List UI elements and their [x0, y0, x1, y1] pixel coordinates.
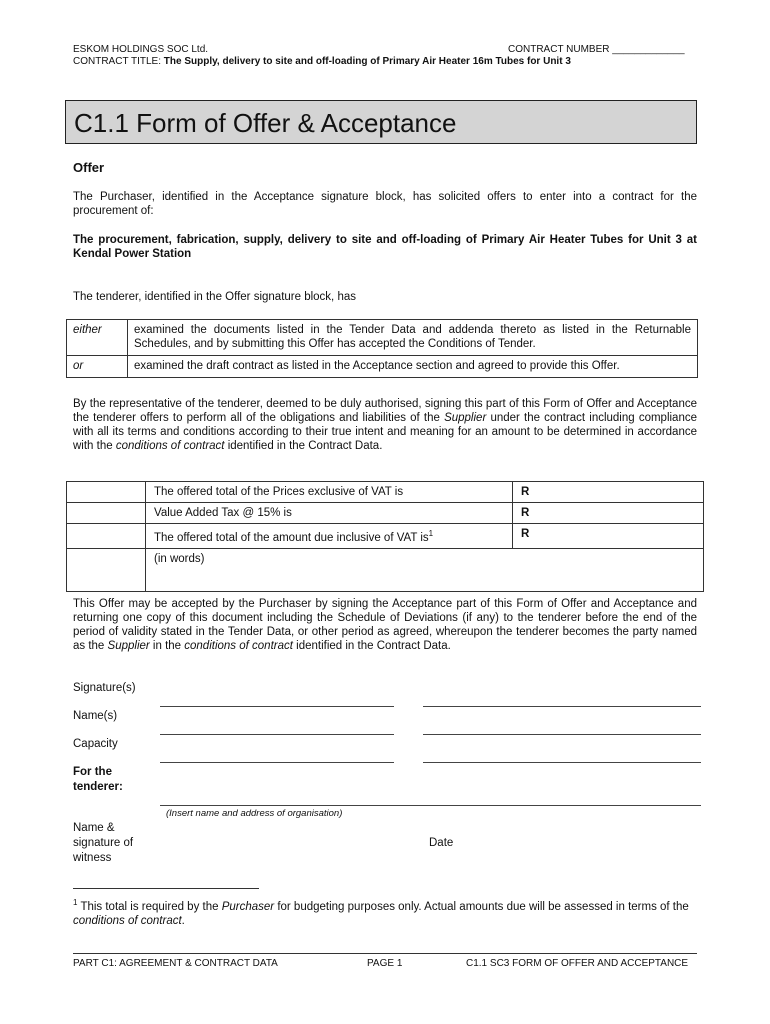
footnote: [73, 896, 697, 928]
footnote-separator: [73, 888, 259, 889]
option-key: or: [67, 356, 128, 378]
rep-text-3: identified in the Contract Data.: [224, 440, 383, 452]
footer-page: PAGE 1: [367, 958, 403, 969]
for-tenderer-label: For the tenderer:: [73, 766, 123, 793]
representative-paragraph: [73, 397, 697, 453]
date-label: Date: [429, 837, 454, 849]
company-name: ESKOM HOLDINGS SOC Ltd.: [73, 44, 209, 55]
offer-heading: Offer: [73, 160, 105, 175]
acc-supplier: Supplier: [107, 640, 150, 652]
footer-left: PART C1: AGREEMENT & CONTRACT DATA: [73, 958, 278, 969]
footer-rule: [73, 953, 697, 954]
price-label: The offered total of the amount due inclusive of VAT is: [154, 531, 429, 544]
contract-title: The Supply, delivery to site and off-loading of Primary Air Heater 16m Tubes for Unit 3: [163, 56, 571, 67]
signature-line-2[interactable]: [423, 706, 701, 707]
price-words: (in words): [146, 548, 704, 591]
price-blank: [67, 503, 146, 524]
offer-intro: The Purchaser, identified in the Acceptance signature block, has solicited offers to enter into a contract for the procurement of:: [73, 191, 697, 217]
rep-text-2: under the contract including compliance with all its terms and conditions according to their true intent and meaning for an amount to be determined in accordance with the: [73, 412, 697, 452]
names-label: Name(s): [73, 710, 118, 722]
option-row-either: [67, 320, 698, 356]
option-row-or: [67, 356, 698, 378]
tender-options-table: [66, 319, 698, 378]
form-title: C1.1 Form of Offer & Acceptance: [74, 108, 457, 138]
acc-text-3: identified in the Contract Data.: [292, 640, 451, 652]
capacity-line-1[interactable]: [160, 762, 394, 763]
capacity-line-2[interactable]: [423, 762, 701, 763]
option-text: examined the documents listed in the Tender Data and addenda thereto as listed in the Returnable Schedules, and by submitting this Offer has accepted the Conditions of Tender.: [128, 320, 698, 356]
rep-text-1: By the representative of the tenderer, deemed to be duly authorised, signing this part of this Form of Offer and Acceptance the tenderer offers to perform all of the obligations and liabilities of the: [73, 398, 697, 424]
option-text: examined the draft contract as listed in the Acceptance section and agreed to provide this Offer.: [128, 356, 698, 378]
acc-conditions: conditions of contract: [184, 640, 293, 652]
footer-right: C1.1 SC3 FORM OF OFFER AND ACCEPTANCE: [466, 958, 689, 969]
contract-number: CONTRACT NUMBER _____________: [508, 44, 685, 55]
price-row: [67, 524, 704, 549]
rep-supplier: Supplier: [444, 412, 487, 424]
organisation-line[interactable]: [160, 805, 701, 806]
price-value: R: [513, 524, 704, 549]
witness-label: Name & signature of witness: [73, 822, 134, 864]
price-row-words: [67, 548, 704, 591]
footnote-text-2: for budgeting purposes only. Actual amounts due will be assessed in terms of the: [274, 900, 689, 913]
price-blank: [67, 524, 146, 549]
price-label-cell: [146, 524, 513, 549]
prices-table: [66, 481, 704, 592]
price-value: R: [513, 482, 704, 503]
price-label: The offered total of the Prices exclusive of VAT is: [146, 482, 513, 503]
footnote-conditions: conditions of contract: [73, 914, 182, 927]
acceptance-paragraph: [73, 597, 697, 653]
acc-text-1: This Offer may be accepted by the Purchaser by signing the Acceptance part of this Form of Offer and Acceptance and returning one copy of this document including the Schedule of Deviations (if any) to the tenderer before the end of the period of validity stated in the Tender Data, or other period as agreed, whereupon the tenderer becomes the party named as the: [73, 598, 697, 652]
capacity-label: Capacity: [73, 738, 118, 750]
insert-name-note: (Insert name and address of organisation): [166, 808, 343, 819]
name-line-2[interactable]: [423, 734, 701, 735]
footnote-text-3: .: [181, 914, 185, 927]
tenderer-has: The tenderer, identified in the Offer signature block, has: [73, 291, 356, 303]
price-row: [67, 482, 704, 503]
form-title-box: [65, 100, 697, 144]
acc-text-2: in the: [149, 640, 185, 652]
footnote-text-1: This total is required by the: [77, 900, 222, 913]
signatures-label: Signature(s): [73, 682, 136, 694]
price-blank: [67, 548, 146, 591]
contract-title-label: CONTRACT TITLE:: [73, 56, 164, 67]
option-key: either: [67, 320, 128, 356]
price-blank: [67, 482, 146, 503]
rep-conditions: conditions of contract: [115, 440, 225, 452]
footnote-purchaser: Purchaser: [221, 900, 275, 913]
footnote-mark: 1: [73, 898, 78, 907]
name-line-1[interactable]: [160, 734, 394, 735]
price-value: R: [513, 503, 704, 524]
procurement-description: The procurement, fabrication, supply, delivery to site and off-loading of Primary Air Heater Tubes for Unit 3 at Kendal Power Station: [73, 234, 697, 260]
signature-line-1[interactable]: [160, 706, 394, 707]
footnote-ref: 1: [428, 529, 434, 538]
price-row: [67, 503, 704, 524]
price-label: Value Added Tax @ 15% is: [146, 503, 513, 524]
contract-title-line: [73, 56, 713, 68]
